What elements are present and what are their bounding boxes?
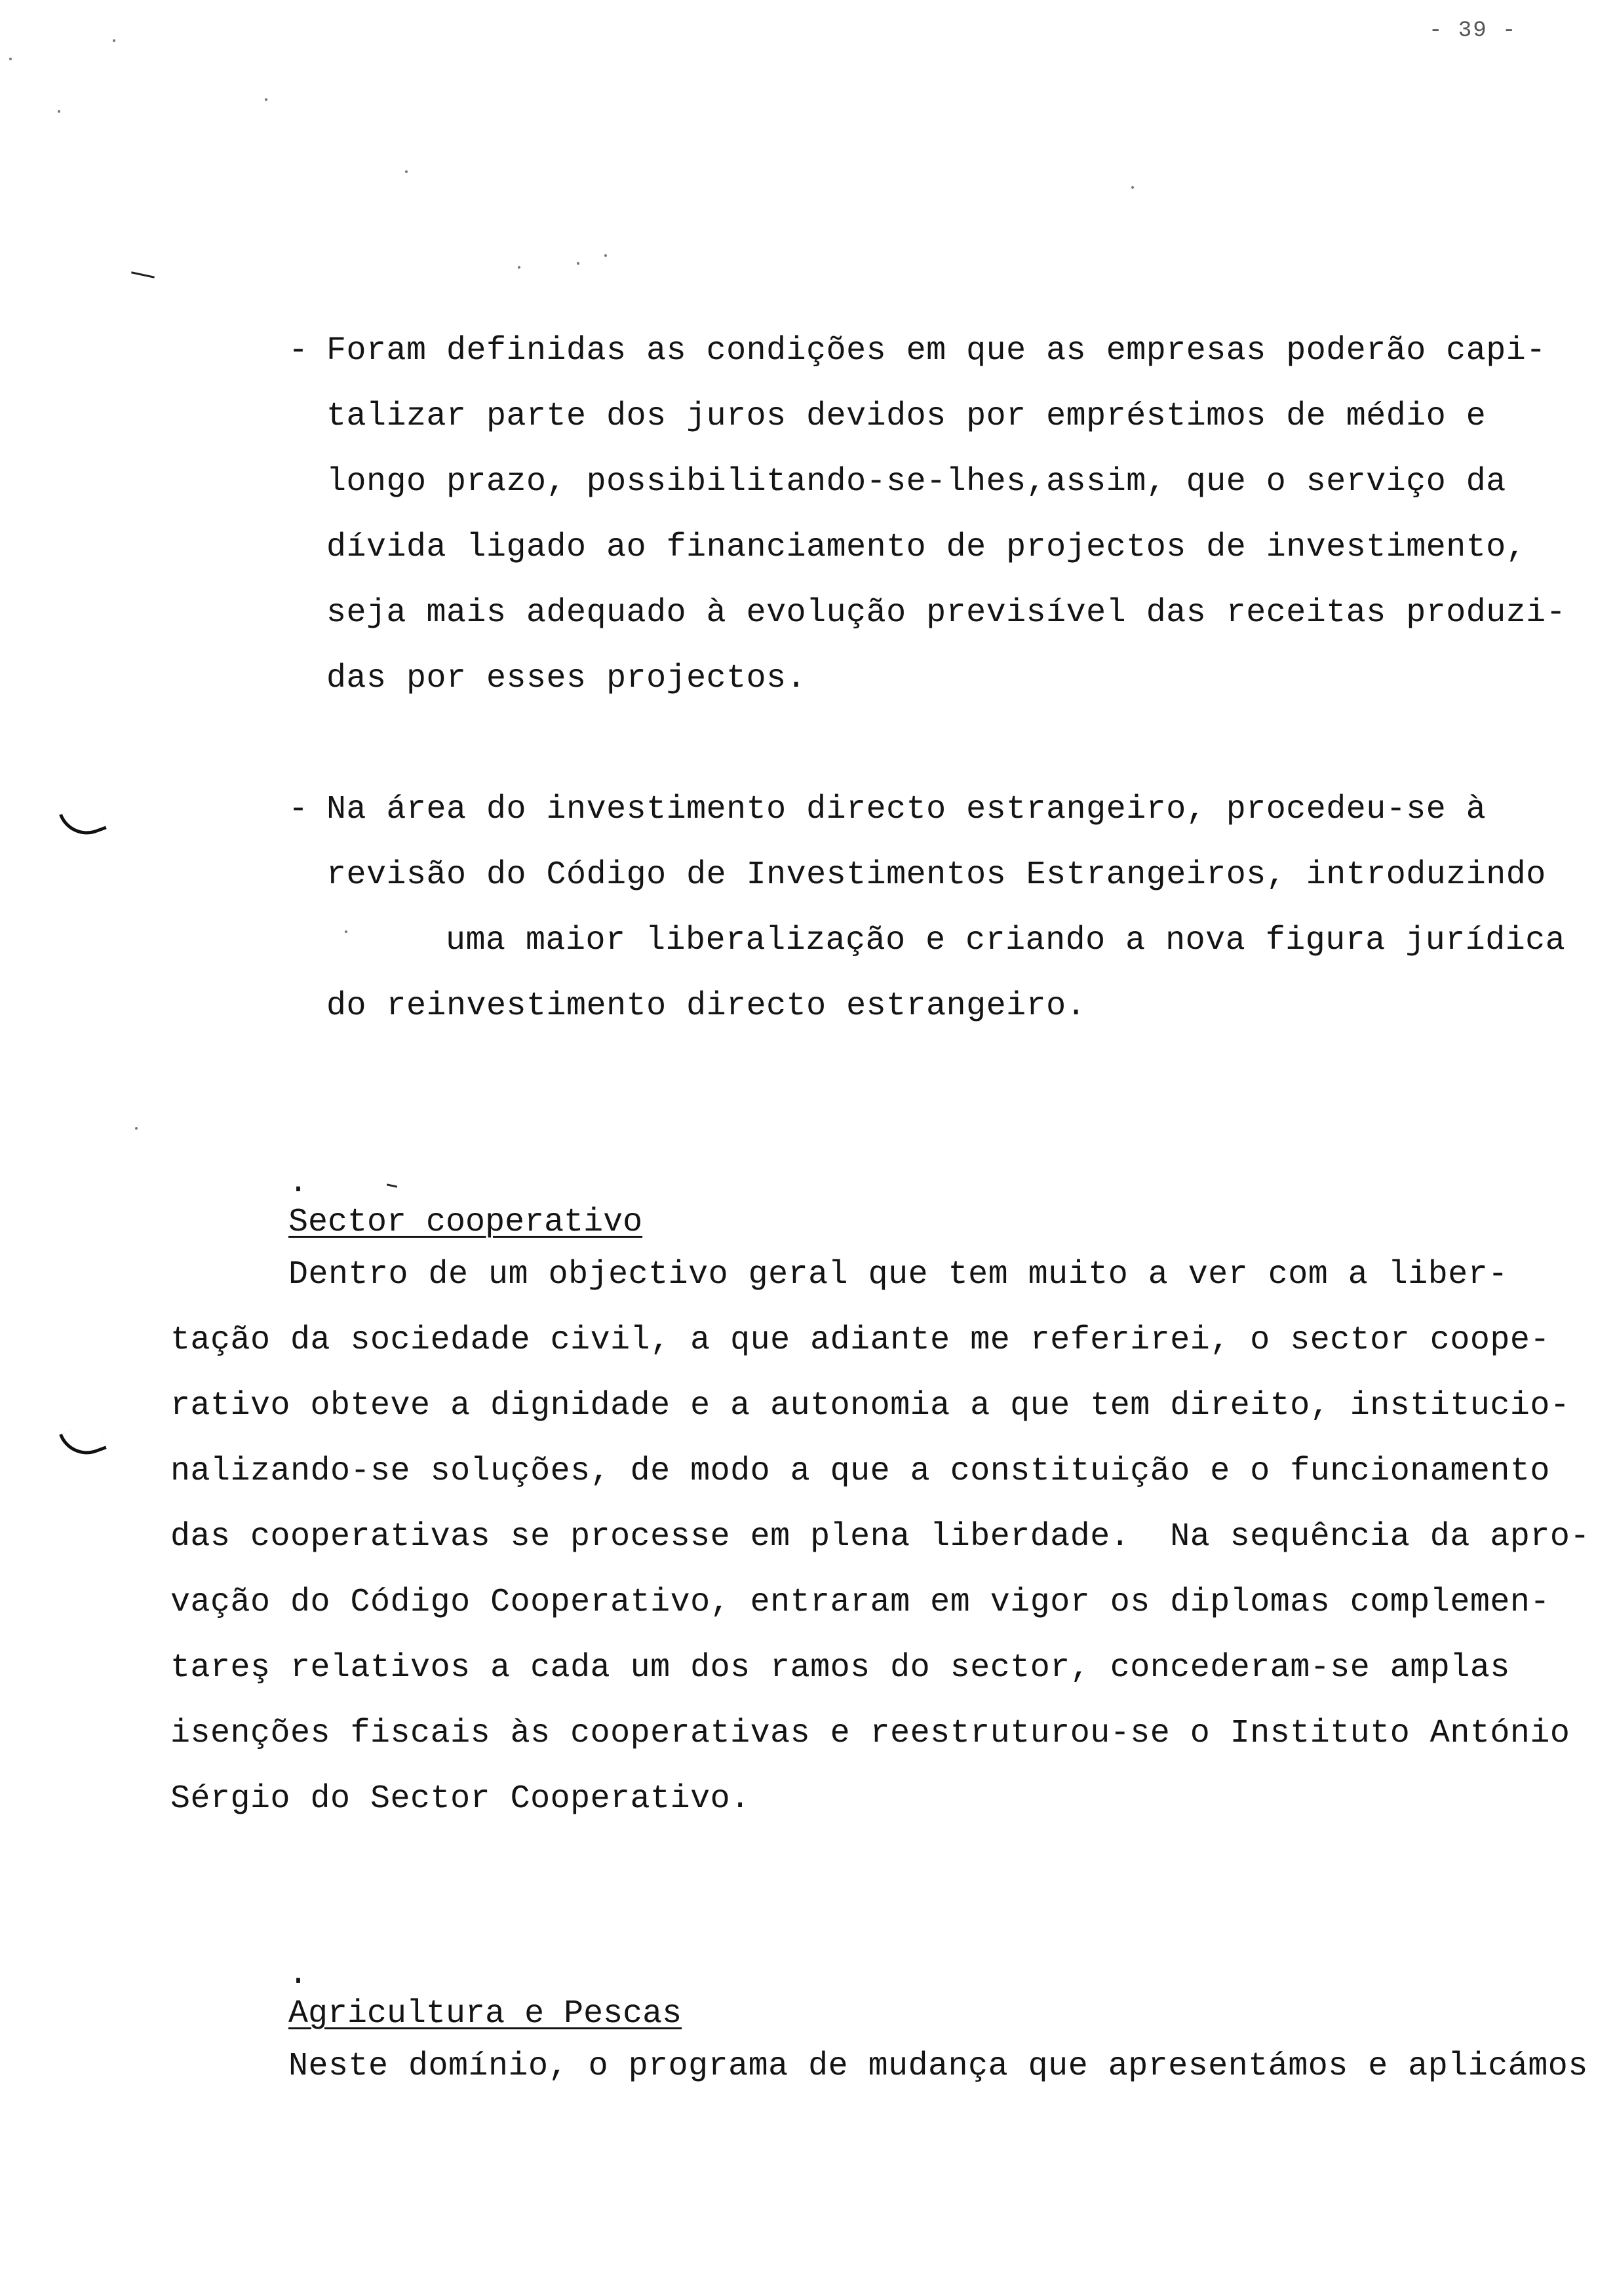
scan-speck	[135, 1127, 138, 1130]
paragraph-line: tação da sociedade civil, a que adiante me referirei, o sector coope-	[170, 1322, 1550, 1359]
bullet-2-line: do reinvestimento directo estrangeiro.	[326, 987, 1087, 1025]
section-title-agricultura: Agricultura e Pescas	[288, 1995, 682, 2033]
bullet-1-line: dívida ligado ao financiamento de projectos de investimento,	[326, 529, 1527, 566]
paragraph-line: vação do Código Cooperativo, entraram em vigor os diplomas complemen-	[170, 1584, 1550, 1621]
scan-speck	[265, 98, 267, 101]
bullet-1-line: talizar parte dos juros devidos por empréstimos de médio e	[326, 398, 1487, 435]
scan-speck	[577, 262, 579, 265]
paragraph-line: isenções fiscais às cooperativas e reestruturou-se o Instituto António	[170, 1715, 1570, 1752]
paragraph-line: Neste domínio, o programa de mudança que apresentámos e aplicámos	[288, 2048, 1588, 2085]
paragraph-line: tareş relativos a cada um dos ramos do sector, concederam-se amplas	[170, 1649, 1510, 1687]
bullet-1-line: Foram definidas as condições em que as empresas poderão capi-	[326, 332, 1546, 370]
bullet-1-line: longo prazo, possibilitando-se-lhes,assim, que o serviço da	[326, 463, 1506, 501]
scan-speck	[58, 110, 60, 113]
section-title-cooperativo: Sector cooperativo	[288, 1204, 643, 1241]
bullet-2-line: Na área do investimento directo estrangeiro, procedeu-se à	[326, 791, 1487, 828]
paragraph-line: nalizando-se soluções, de modo a que a constituição e o funcionamento	[170, 1453, 1550, 1490]
bullet-dash: -	[288, 791, 309, 828]
bullet-1-line: das por esses projectos.	[326, 660, 807, 697]
bullet-dash: -	[288, 332, 309, 370]
scan-speck	[518, 266, 520, 269]
scan-speck	[405, 170, 408, 173]
scan-speck	[9, 58, 12, 60]
section-dot: .	[288, 1164, 309, 1202]
paragraph-line: Sérgio do Sector Cooperativo.	[170, 1780, 750, 1818]
scan-speck	[345, 930, 347, 933]
bullet-1-line: seja mais adequado à evolução previsível das receitas produzi-	[326, 594, 1566, 632]
scan-speck	[113, 39, 115, 42]
section-heading	[249, 1916, 682, 2034]
scan-mark	[131, 271, 155, 278]
page-number: - 39 -	[1429, 18, 1517, 43]
section-dot: .	[288, 1956, 309, 1993]
paragraph-line: rativo obteve a dignidade e a autonomia a que tem direito, institucio-	[170, 1387, 1570, 1425]
scan-speck	[604, 254, 607, 257]
paragraph-line: das cooperativas se processe em plena liberdade. Na sequência da apro-	[170, 1518, 1590, 1556]
margin-hole-mark	[59, 1421, 107, 1463]
paragraph-line: Dentro de um objectivo geral que tem muito a ver com a liber-	[288, 1256, 1508, 1293]
margin-hole-mark	[59, 801, 107, 843]
bullet-2-line: revisão do Código de Investimentos Estrangeiros, introduzindo	[326, 856, 1546, 894]
scan-speck	[1131, 186, 1134, 189]
section-heading	[249, 1124, 642, 1242]
bullet-2-line: uma maior liberalização e criando a nova figura jurídica	[446, 922, 1566, 959]
